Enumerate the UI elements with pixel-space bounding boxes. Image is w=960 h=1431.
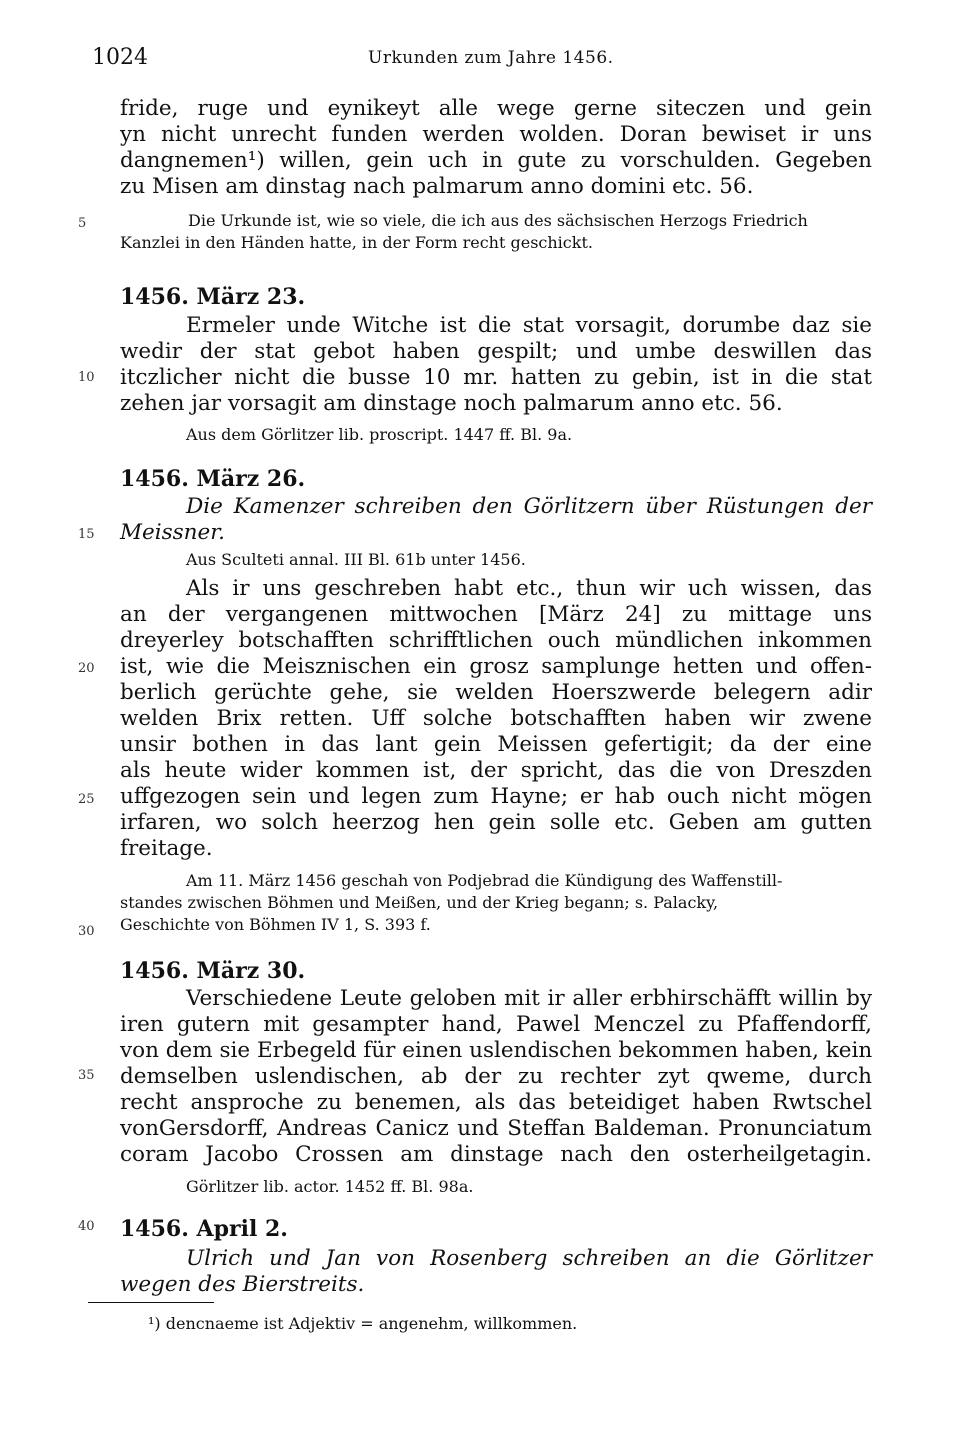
text-line: vonGersdorff, Andreas Canicz und Steffan Baldeman. Pronunciatum [120,1116,872,1141]
text-line: Verschiedene Leute geloben mit ir aller erbhirschäfft willin by [186,986,872,1011]
footnote-rule [88,1302,214,1303]
note-line: Geschichte von Böhmen IV 1, S. 393 f. [120,915,431,934]
source-line: Aus Sculteti annal. III Bl. 61b unter 1456. [186,550,526,569]
text-line: uffgezogen sein und legen zum Hayne; er hab ouch nicht mögen [120,784,872,809]
text-line: Als ir uns geschreben habt etc., thun wir uch wissen, das [186,576,872,601]
text-line: berlich gerüchte gehe, sie welden Hoerszwerde belegern adir [120,680,872,705]
text-line: itczlicher nicht die busse 10 mr. hatten zu gebin, ist in die stat [120,365,872,390]
text-line: fride, ruge und eynikeyt alle wege gerne siteczen und gein [120,96,872,121]
text-line: an der vergangenen mittwochen [März 24] zu mittage uns [120,602,872,627]
text-line: von dem sie Erbegeld für einen uslendischen bekommen haben, kein [120,1038,873,1063]
source-line: Görlitzer lib. actor. 1452 ff. Bl. 98a. [186,1177,474,1196]
text-line: Ermeler unde Witche ist die stat vorsagit, dorumbe daz sie [186,313,872,338]
line-number: 10 [78,370,95,385]
note-line: Die Urkunde ist, wie so viele, die ich aus des sächsischen Herzogs Friedrich [188,211,808,230]
text-line: demselben uslendischen, ab der zu rechter zyt qweme, durch [120,1064,872,1089]
text-line: irfaren, wo solch heerzog hen gein solle etc. Geben am gutten [120,810,872,835]
line-number: 35 [78,1068,95,1083]
regest-line: wegen des Bierstreits. [120,1272,365,1297]
entry-date: 1456. April 2. [120,1216,288,1242]
text-line: coram Jacobo Crossen am dinstage nach den osterheilgetagin. [120,1142,872,1167]
regest-line: Meissner. [120,520,226,545]
line-number: 40 [78,1219,95,1234]
page-number: 1024 [92,45,148,70]
text-line: recht ansproche zu benemen, als das beteidiget haben Rwtschel [120,1090,872,1115]
regest-line: Die Kamenzer schreiben den Görlitzern über Rüstungen der [186,494,872,519]
note-line: Am 11. März 1456 geschah von Podjebrad die Kündigung des Waffenstill- [186,871,783,890]
entry-date: 1456. März 23. [120,284,306,310]
text-line: ist, wie die Meisznischen ein grosz samplunge hetten und offen- [120,654,872,679]
footnote: ¹) dencnaeme ist Adjektiv = angenehm, willkommen. [148,1314,578,1333]
text-line: welden Brix retten. Uff solche botschafften haben wir zwene [120,706,872,731]
line-number: 25 [78,792,95,807]
text-line: dreyerley botschafften schrifftlichen ouch mündlichen inkommen [120,628,872,653]
text-line: unsir bothen in das lant gein Meissen gefertigit; da der eine [120,732,872,757]
line-number: 30 [78,924,95,939]
text-line: wedir der stat gebot haben gespilt; und umbe deswillen das [120,339,872,364]
text-line: zu Misen am dinstag nach palmarum anno domini etc. 56. [120,174,754,199]
entry-date: 1456. März 30. [120,958,306,984]
note-line: standes zwischen Böhmen und Meißen, und der Krieg begann; s. Palacky, [120,893,719,912]
text-line: yn nicht unrecht funden werden wolden. Doran bewiset ir uns [120,122,872,147]
source-line: Aus dem Görlitzer lib. proscript. 1447 ff. Bl. 9a. [186,425,573,444]
regest-line: Ulrich und Jan von Rosenberg schreiben an die Görlitzer [186,1246,872,1271]
line-number: 15 [78,527,95,542]
entry-date: 1456. März 26. [120,466,306,492]
text-line: zehen jar vorsagit am dinstage noch palmarum anno etc. 56. [120,391,783,416]
line-number: 5 [78,216,87,231]
text-line: als heute wider kommen ist, der spricht, das die von Dreszden [120,758,872,783]
note-line: Kanzlei in den Händen hatte, in der Form recht geschickt. [120,233,593,252]
text-line: freitage. [120,836,213,861]
text-line: dangnemen¹) willen, gein uch in gute zu vorschulden. Gegeben [120,148,872,173]
running-title: Urkunden zum Jahre 1456. [368,48,614,68]
text-line: iren gutern mit gesampter hand, Pawel Menczel zu Pfaffendorff, [120,1012,872,1037]
line-number: 20 [78,661,95,676]
